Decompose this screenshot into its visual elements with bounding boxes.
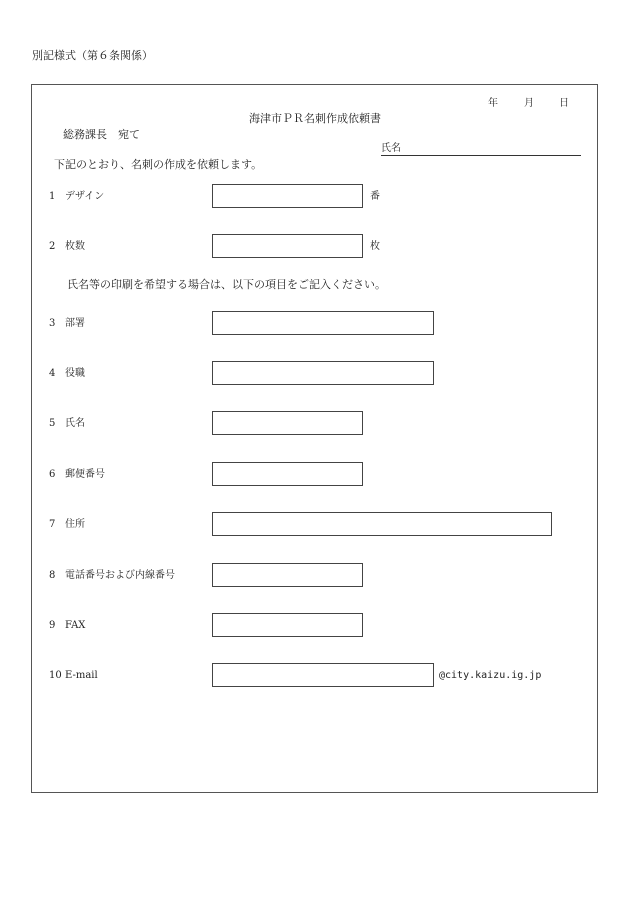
phone-label: [49, 571, 175, 581]
row-number: 7: [49, 519, 56, 530]
email-domain: @city.kaizu.ig.jp: [439, 670, 542, 681]
phone-field[interactable]: [212, 563, 363, 587]
department-field[interactable]: [212, 311, 434, 335]
design-label: [49, 192, 104, 202]
fax-label: [49, 621, 85, 631]
row-label-text: 部署: [65, 318, 85, 329]
applicant-name-label: 氏名: [381, 143, 401, 154]
applicant-name-line[interactable]: [381, 155, 581, 156]
row-number: 8: [49, 570, 56, 581]
header-note: 別記様式（第６条関係）: [32, 49, 153, 62]
row-number: 2: [49, 241, 56, 252]
row-number: 5: [49, 418, 56, 429]
row-number: 3: [49, 318, 56, 329]
date-day-label: 日: [559, 98, 569, 109]
row-label-text: 郵便番号: [65, 469, 105, 480]
position-field[interactable]: [212, 361, 434, 385]
name-label: [49, 419, 85, 429]
row-label-text: 住所: [65, 519, 85, 530]
row-number: 9: [49, 620, 56, 631]
name-field[interactable]: [212, 411, 363, 435]
design-unit: 番: [370, 191, 380, 202]
row-number: 1: [49, 191, 56, 202]
position-label: [49, 369, 85, 379]
date-year-label: 年: [488, 98, 498, 109]
quantity-field[interactable]: [212, 234, 363, 258]
quantity-label: [49, 242, 85, 252]
date-month-label: 月: [524, 98, 534, 109]
addressee: 総務課長 宛て: [63, 128, 140, 141]
fax-field[interactable]: [212, 613, 363, 637]
intro-text: 下記のとおり、名刺の作成を依頼します。: [54, 158, 263, 171]
email-field[interactable]: [212, 663, 434, 687]
quantity-unit: 枚: [370, 241, 380, 252]
postal-code-label: [49, 470, 105, 480]
row-label-text: 役職: [65, 368, 85, 379]
row-label-text: FAX: [65, 620, 86, 631]
row-label-text: デザイン: [65, 191, 105, 202]
row-label-text: E-mail: [65, 670, 98, 681]
postal-code-field[interactable]: [212, 462, 363, 486]
row-label-text: 電話番号および内線番号: [65, 570, 175, 581]
address-label: [49, 520, 85, 530]
form-title: 海津市ＰＲ名刺作成依頼書: [249, 112, 381, 125]
design-field[interactable]: [212, 184, 363, 208]
department-label: [49, 319, 85, 329]
row-label-text: 氏名: [65, 418, 85, 429]
row-number: 6: [49, 469, 56, 480]
email-label: [49, 671, 98, 681]
address-field[interactable]: [212, 512, 552, 536]
row-number: 4: [49, 368, 56, 379]
print-note: 氏名等の印刷を希望する場合は、以下の項目をご記入ください。: [67, 278, 386, 291]
row-number: 10: [49, 670, 62, 681]
row-label-text: 枚数: [65, 241, 85, 252]
